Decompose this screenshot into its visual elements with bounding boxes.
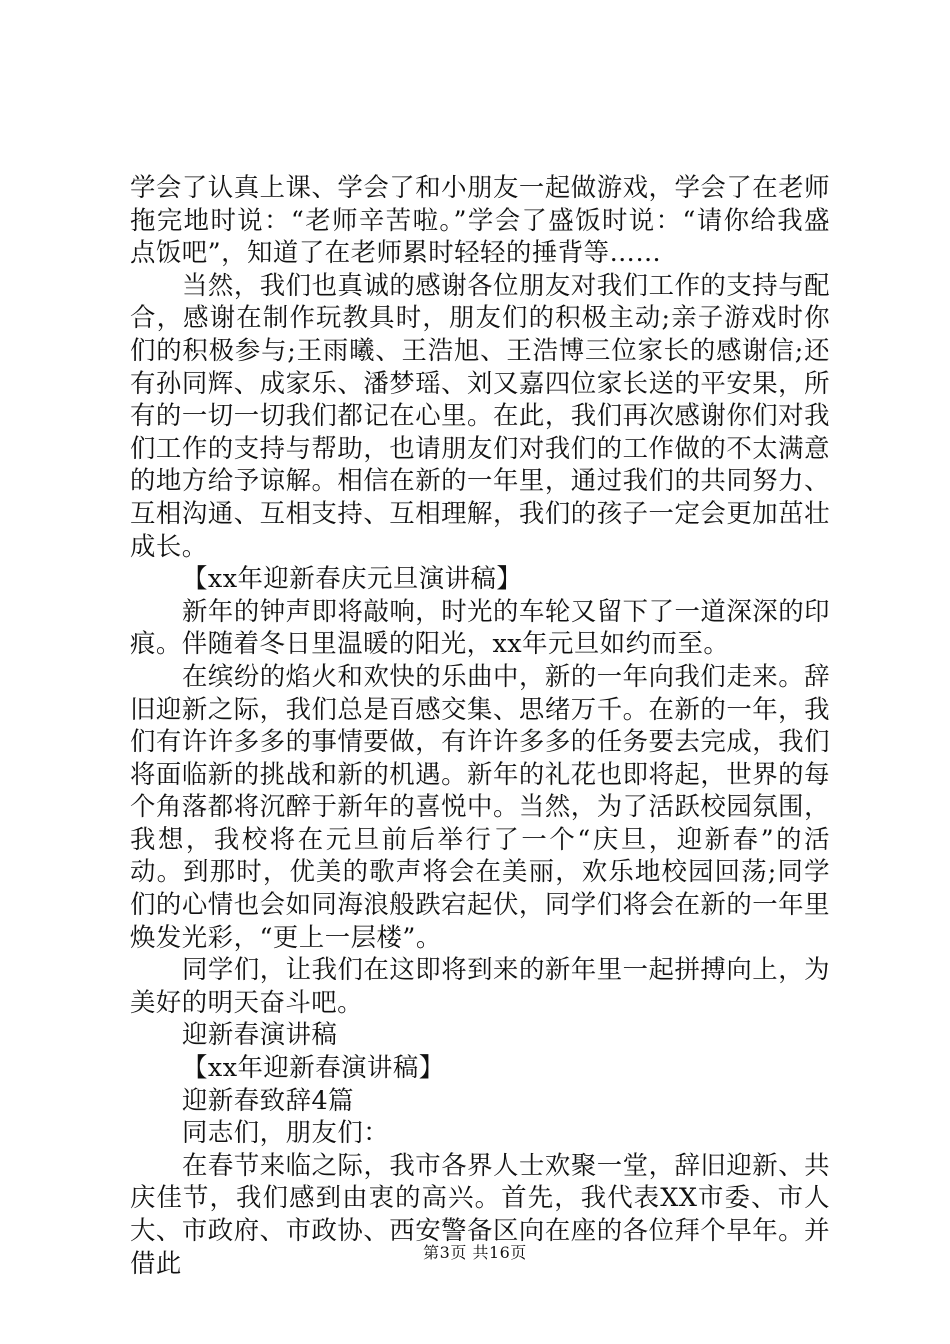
paragraph: 在春节来临之际，我市各界人士欢聚一堂，辞旧迎新、共庆佳节，我们感到由衷的高兴。首先，我代表XX市委、市人大、市政府、市政协、西安警备区向在座的各位拜个早年。并借此 (130, 1149, 830, 1278)
paragraph: 在缤纷的焰火和欢快的乐曲中，新的一年向我们走来。辞旧迎新之际，我们总是百感交集、思绪万千。在新的一年，我们有许许多多的事情要做，有许许多多的任务要去完成，我们将面临新的挑战和新的机遇。新年的礼花也即将起，世界的每个角落都将沉醉于新年的喜悦中。当然，为了活跃校园氛围，我想，我校将在元旦前后举行了一个“庆旦，迎新春”的活动。到那时，优美的歌声将会在美丽，欢乐地校园回荡;同学们的心情也会如同海浪般跌宕起伏，同学们将会在新的一年里焕发光彩，“更上一层楼”。 (130, 660, 830, 952)
section-title: 迎新春演讲稿 (182, 1019, 338, 1050)
page-number-footer: 第3页 共16页 (423, 1243, 527, 1262)
section-title: 迎新春致辞4篇 (182, 1084, 354, 1115)
paragraph: 新年的钟声即将敲响，时光的车轮又留下了一道深深的印痕。伴随着冬日里温暖的阳光，xx年元旦如约而至。 (130, 595, 830, 659)
document-body (130, 171, 830, 1279)
paragraph: 同学们，让我们在这即将到来的新年里一起拼搏向上，为美好的明天奋斗吧。 (130, 954, 830, 1017)
paragraph: 当然，我们也真诚的感谢各位朋友对我们工作的支持与配合，感谢在制作玩教具时，朋友们的积极主动;亲子游戏时你们的积极参与;王雨曦、王浩旭、王浩博三位家长的感谢信;还有孙同辉、成家乐、潘梦瑶、刘又嘉四位家长送的平安果，所有的一切一切我们都记在心里。在此，我们再次感谢你们对我们工作的支持与帮助，也请朋友们对我们的工作做的不太满意的地方给予谅解。相信在新的一年里，通过我们的共同努力、互相沟通、互相支持、互相理解，我们的孩子一定会更加茁壮成长。 (130, 269, 830, 561)
paragraph: 学会了认真上课、学会了和小朋友一起做游戏，学会了在老师拖完地时说：“老师辛苦啦。”学会了盛饭时说：“请你给我盛点饭吧”，知道了在老师累时轻轻的捶背等…… (130, 172, 830, 268)
section-heading: 【xx年迎新春庆元旦演讲稿】 (182, 563, 523, 594)
section-heading: 【xx年迎新春演讲稿】 (182, 1052, 445, 1083)
salutation: 同志们，朋友们： (182, 1117, 390, 1148)
